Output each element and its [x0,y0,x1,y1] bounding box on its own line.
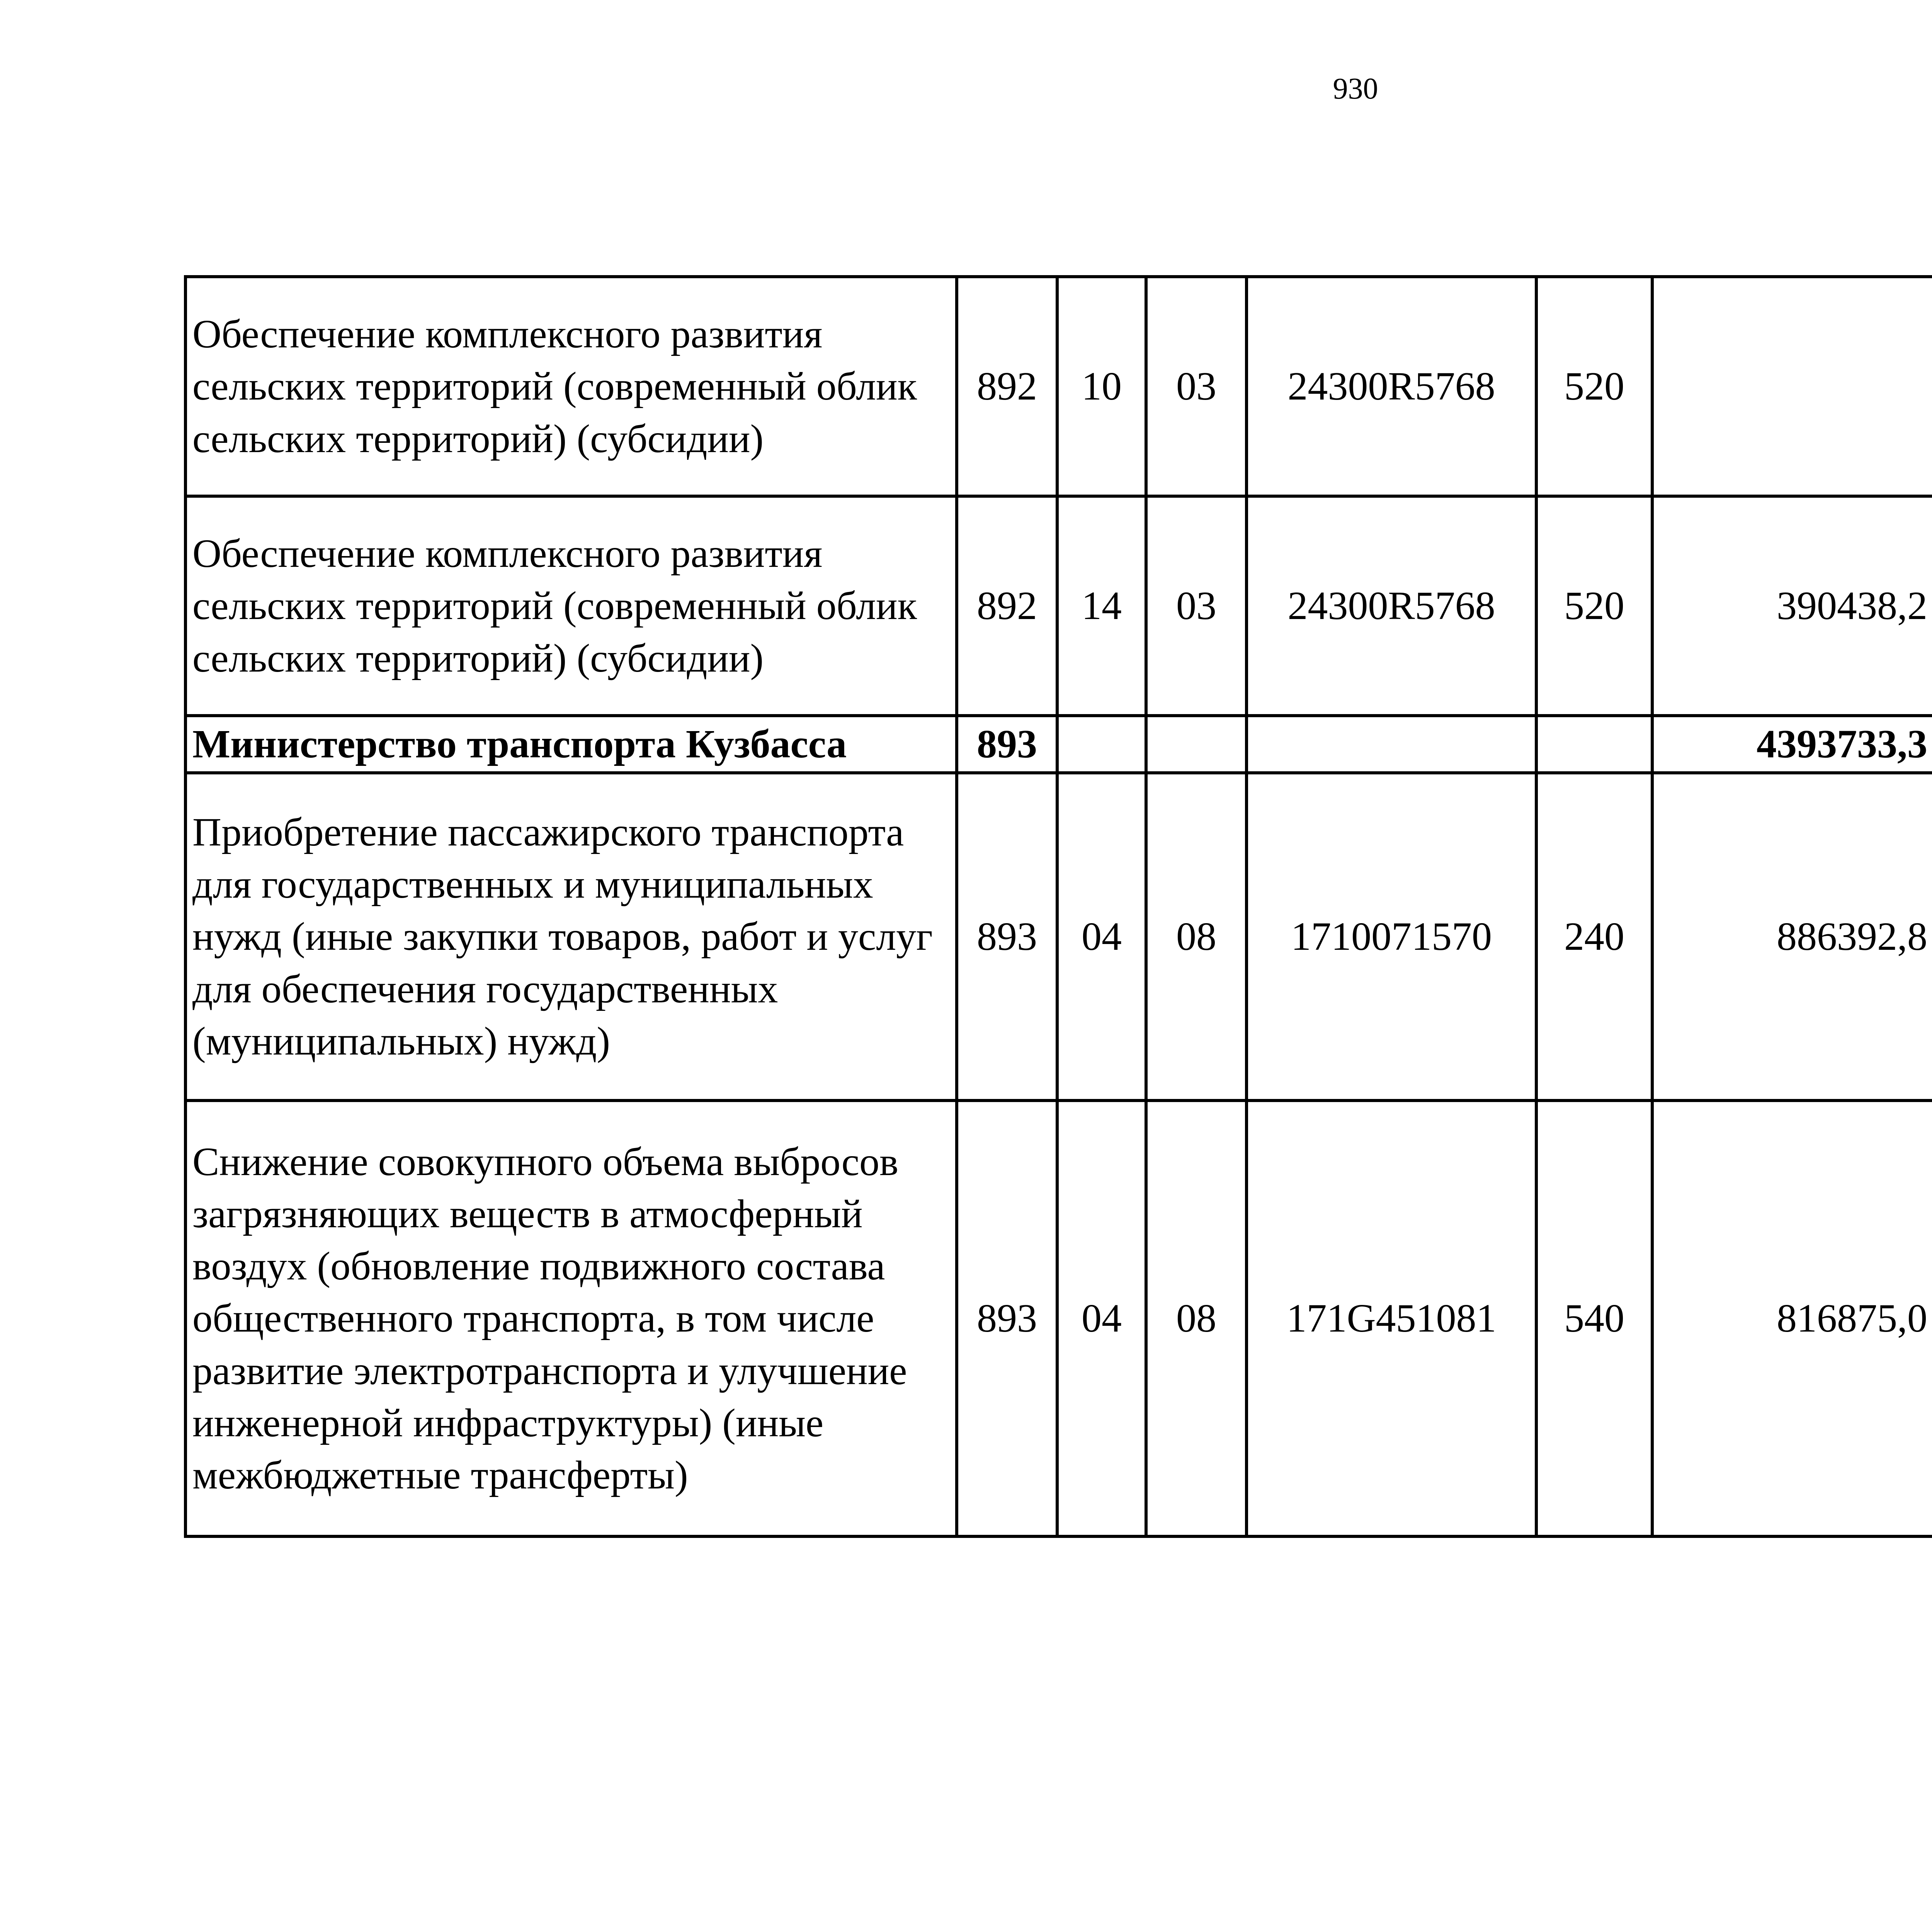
ved-code: 892 [957,277,1057,496]
section-code: 04 [1057,1101,1146,1536]
ved-code: 892 [957,496,1057,716]
subsection-code [1146,716,1247,773]
expense-type-code: 240 [1536,773,1652,1101]
subsection-code: 03 [1146,277,1247,496]
ved-code: 893 [957,716,1057,773]
subsection-code: 03 [1146,496,1247,716]
table-row-ministry-total [185,716,1932,773]
amount-year-1: 816875,0 [1652,1101,1932,1536]
expense-type-code: 520 [1536,496,1652,716]
target-article-code: 171G451081 [1247,1101,1536,1536]
section-code: 14 [1057,496,1146,716]
ved-code: 893 [957,1101,1057,1536]
subsection-code: 08 [1146,1101,1247,1536]
row-name: Приобретение пассажирского транспорта для государственных и муниципальных нужд (иные закупки товаров, работ и услуг для обеспечения государственных (муниципальных) нужд) [185,773,957,1101]
target-article-code: 24300R5768 [1247,277,1536,496]
ved-code: 893 [957,773,1057,1101]
amount-year-1: 4393733,3 [1652,716,1932,773]
row-name: Обеспечение комплексного развития сельских территорий (современный облик сельских территорий) (субсидии) [185,277,957,496]
row-name: Снижение совокупного объема выбросов загрязняющих веществ в атмосферный воздух (обновление подвижного состава общественного транспорта, в том числе развитие электротранспорта и улучшение инженерной инфраструктуры) (иные межбюджетные трансферты) [185,1101,957,1536]
table-row [185,496,1932,716]
row-name: Министерство транспорта Кузбасса [185,716,957,773]
row-name: Обеспечение комплексного развития сельских территорий (современный облик сельских территорий) (субсидии) [185,496,957,716]
table-row [185,773,1932,1101]
amount-year-1: 390438,2 [1652,496,1932,716]
subsection-code: 08 [1146,773,1247,1101]
section-code: 10 [1057,277,1146,496]
table-row [185,277,1932,496]
section-code: 04 [1057,773,1146,1101]
budget-table [184,275,1932,1538]
target-article-code: 24300R5768 [1247,496,1536,716]
amount-year-1: 886392,8 [1652,773,1932,1101]
table-row [185,1101,1932,1536]
expense-type-code: 540 [1536,1101,1652,1536]
amount-year-1 [1652,277,1932,496]
section-code [1057,716,1146,773]
expense-type-code [1536,716,1652,773]
target-article-code: 1710071570 [1247,773,1536,1101]
page-number: 930 [1333,71,1378,105]
target-article-code [1247,716,1536,773]
expense-type-code: 520 [1536,277,1652,496]
